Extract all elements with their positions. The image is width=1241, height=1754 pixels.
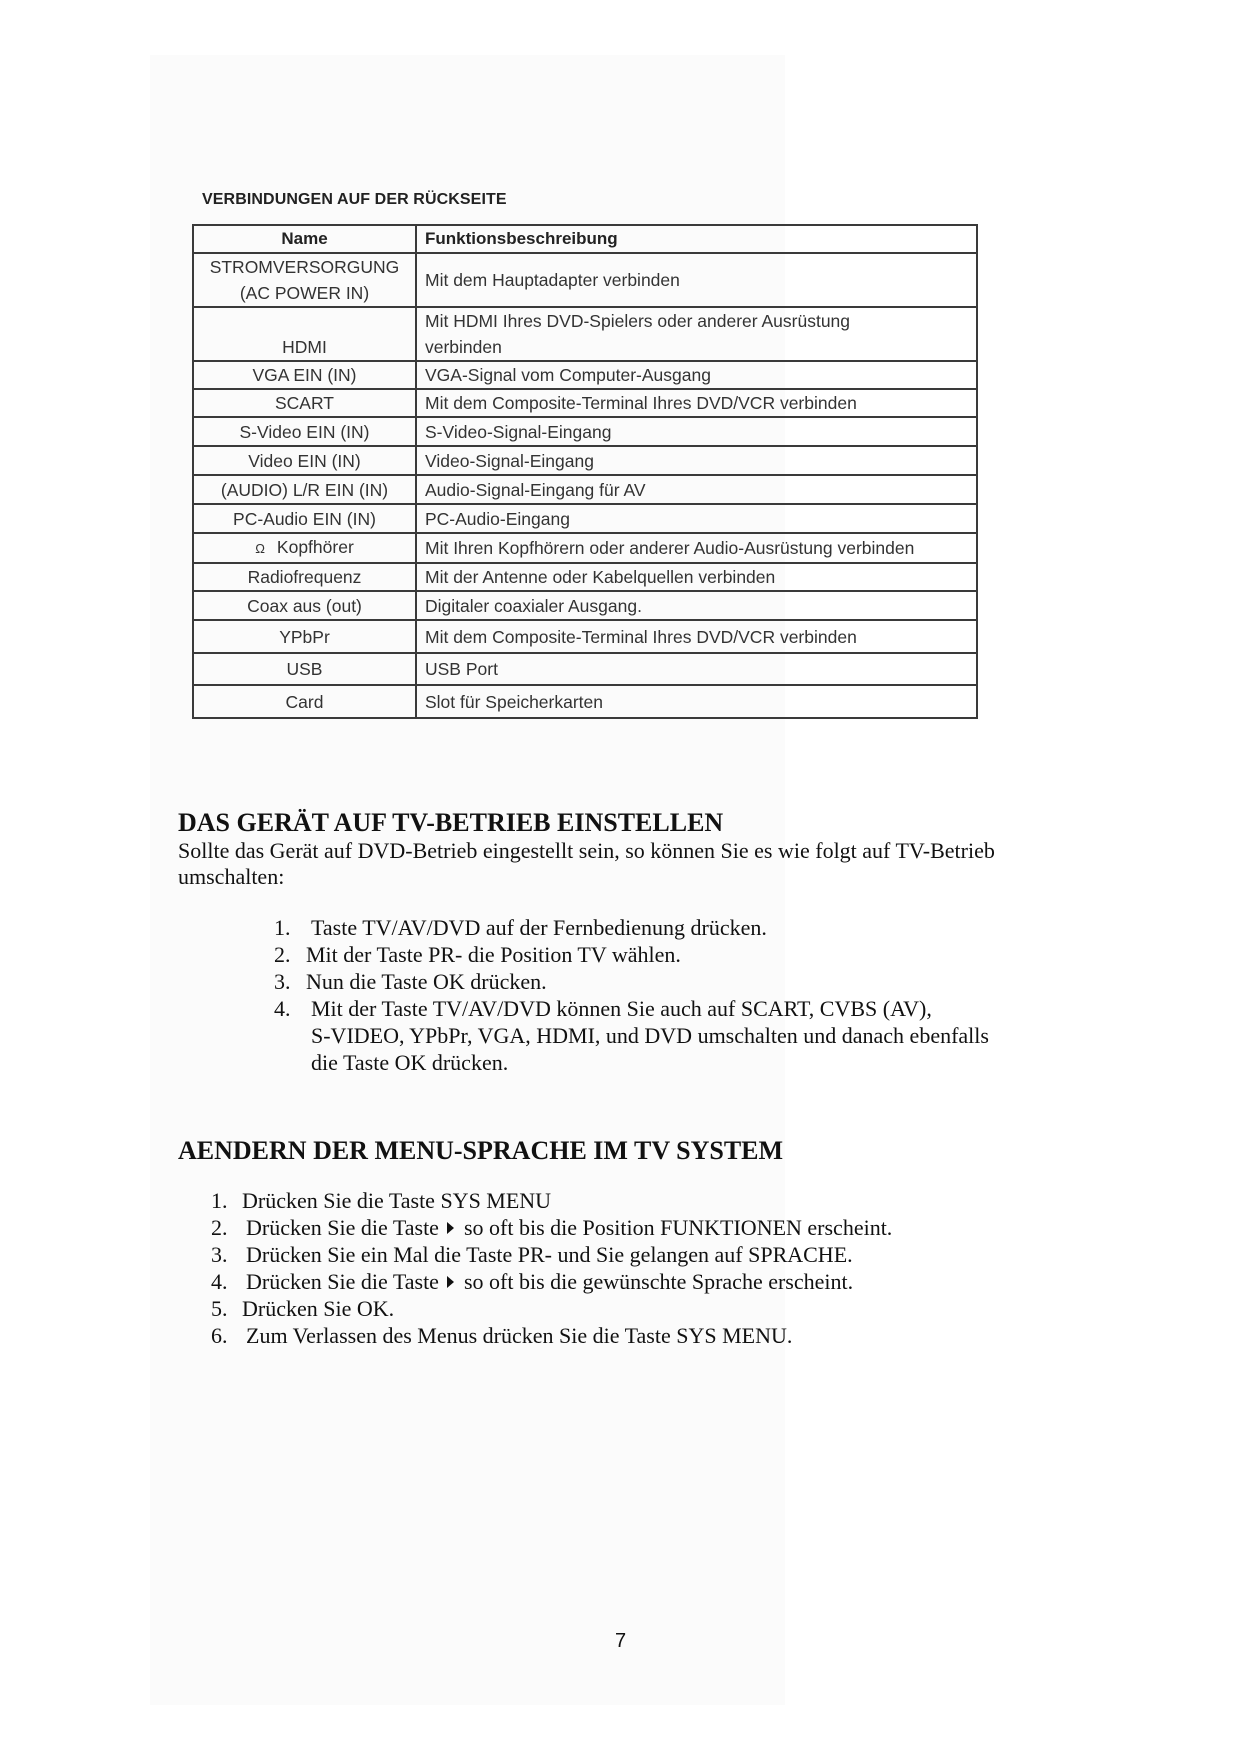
connections-table	[192, 224, 978, 719]
row-name: HDMI	[193, 307, 416, 361]
row-name-text: Kopfhörer	[276, 537, 354, 557]
row-description: PC-Audio-Eingang	[416, 504, 977, 533]
list-number: 4.	[211, 1269, 228, 1294]
column-header-description: Funktionsbeschreibung	[416, 225, 977, 253]
section-heading-tv-mode: DAS GERÄT AUF TV-BETRIEB EINSTELLEN	[178, 808, 724, 837]
row-description: Mit dem Composite-Terminal Ihres DVD/VCR verbinden	[416, 389, 977, 417]
list-text: Mit der Taste PR- die Position TV wählen.	[306, 942, 681, 967]
table-row	[193, 533, 977, 563]
row-description: Mit der Antenne oder Kabelquellen verbinden	[416, 563, 977, 591]
list-text: Drücken Sie ein Mal die Taste PR- und Sie gelangen auf SPRACHE.	[246, 1242, 853, 1267]
right-arrow-icon	[447, 1276, 454, 1288]
table-row	[193, 475, 977, 504]
row-description-line: verbinden	[425, 337, 502, 357]
row-name: Radiofrequenz	[193, 563, 416, 591]
table-row	[193, 504, 977, 533]
list-text-before: Drücken Sie die Taste	[246, 1269, 439, 1294]
list-text	[211, 1214, 1061, 1241]
row-description: VGA-Signal vom Computer-Ausgang	[416, 361, 977, 389]
row-name: Coax aus (out)	[193, 591, 416, 620]
table-row	[193, 685, 977, 718]
row-description: Mit dem Hauptadapter verbinden	[416, 253, 977, 307]
row-name-line: STROMVERSORGUNG	[209, 257, 400, 277]
headphone-icon: Ω	[255, 541, 265, 556]
list-text	[211, 1268, 1061, 1295]
connections-table-section	[192, 190, 982, 719]
table-row	[193, 389, 977, 417]
list-text: Zum Verlassen des Menus drücken Sie die Taste SYS MENU.	[246, 1323, 793, 1348]
table-row	[193, 307, 977, 361]
list-item	[211, 1295, 1061, 1322]
list-item	[274, 914, 1074, 941]
row-name-line: (AC POWER IN)	[239, 283, 370, 303]
list-item	[211, 1241, 1061, 1268]
row-name: SCART	[193, 389, 416, 417]
list-number: 5.	[211, 1296, 228, 1321]
list-text-line: S-VIDEO, YPbPr, VGA, HDMI, und DVD umschalten und danach ebenfalls	[311, 1023, 989, 1048]
row-name: USB	[193, 653, 416, 685]
list-text-after: so oft bis die Position FUNKTIONEN erscheint.	[463, 1215, 893, 1240]
list-number: 3.	[274, 969, 291, 994]
table-row	[193, 361, 977, 389]
list-text-line: die Taste OK drücken.	[311, 1050, 509, 1075]
row-name	[193, 533, 416, 563]
menu-language-steps	[211, 1187, 1061, 1349]
row-description	[416, 307, 977, 361]
row-name: (AUDIO) L/R EIN (IN)	[193, 475, 416, 504]
list-number: 1.	[274, 915, 291, 940]
list-number: 1.	[211, 1188, 228, 1213]
list-item	[211, 1214, 1061, 1241]
row-description-line: Mit HDMI Ihres DVD-Spielers oder anderer Ausrüstung	[425, 311, 851, 331]
table-heading: VERBINDUNGEN AUF DER RÜCKSEITE	[202, 191, 507, 208]
table-row	[193, 620, 977, 653]
intro-line: umschalten:	[178, 864, 285, 889]
row-name: YPbPr	[193, 620, 416, 653]
list-text-before: Drücken Sie die Taste	[246, 1215, 439, 1240]
row-description: Digitaler coaxialer Ausgang.	[416, 591, 977, 620]
row-name: Card	[193, 685, 416, 718]
list-number: 6.	[211, 1323, 228, 1348]
list-item	[274, 968, 1074, 995]
list-text: Nun die Taste OK drücken.	[306, 969, 547, 994]
list-number: 4.	[274, 996, 291, 1021]
right-arrow-icon	[447, 1222, 454, 1234]
table-row	[193, 446, 977, 475]
list-item	[211, 1322, 1061, 1349]
row-description: Mit Ihren Kopfhörern oder anderer Audio-Ausrüstung verbinden	[416, 533, 977, 563]
list-item	[211, 1268, 1061, 1295]
row-description: Mit dem Composite-Terminal Ihres DVD/VCR verbinden	[416, 620, 977, 653]
list-text-line: Mit der Taste TV/AV/DVD können Sie auch auf SCART, CVBS (AV),	[311, 996, 932, 1021]
row-name: PC-Audio EIN (IN)	[193, 504, 416, 533]
list-text: Drücken Sie OK.	[242, 1296, 395, 1321]
list-text: Taste TV/AV/DVD auf der Fernbedienung drücken.	[311, 915, 767, 940]
list-number: 2.	[211, 1215, 228, 1240]
list-item	[274, 941, 1074, 968]
row-name: S-Video EIN (IN)	[193, 417, 416, 446]
intro-line: Sollte das Gerät auf DVD-Betrieb eingestellt sein, so können Sie es wie folgt auf TV-Betrieb	[178, 838, 995, 863]
row-description: Video-Signal-Eingang	[416, 446, 977, 475]
row-name: VGA EIN (IN)	[193, 361, 416, 389]
section-heading-menu-language: AENDERN DER MENU-SPRACHE IM TV SYSTEM	[178, 1136, 784, 1165]
list-number: 3.	[211, 1242, 228, 1267]
table-row	[193, 591, 977, 620]
list-item	[274, 995, 1074, 1076]
table-row	[193, 253, 977, 307]
row-description: S-Video-Signal-Eingang	[416, 417, 977, 446]
row-name: Video EIN (IN)	[193, 446, 416, 475]
page-number: 7	[614, 1630, 627, 1652]
row-description: USB Port	[416, 653, 977, 685]
column-header-name: Name	[193, 225, 416, 253]
table-row	[193, 563, 977, 591]
table-row	[193, 653, 977, 685]
list-number: 2.	[274, 942, 291, 967]
tv-mode-steps	[274, 914, 1074, 1076]
list-text-after: so oft bis die gewünschte Sprache erscheint.	[463, 1269, 854, 1294]
list-item	[211, 1187, 1061, 1214]
row-description: Audio-Signal-Eingang für AV	[416, 475, 977, 504]
table-header-row	[193, 225, 977, 253]
table-row	[193, 417, 977, 446]
list-text: Drücken Sie die Taste SYS MENU	[242, 1188, 552, 1213]
row-name	[193, 253, 416, 307]
row-description: Slot für Speicherkarten	[416, 685, 977, 718]
